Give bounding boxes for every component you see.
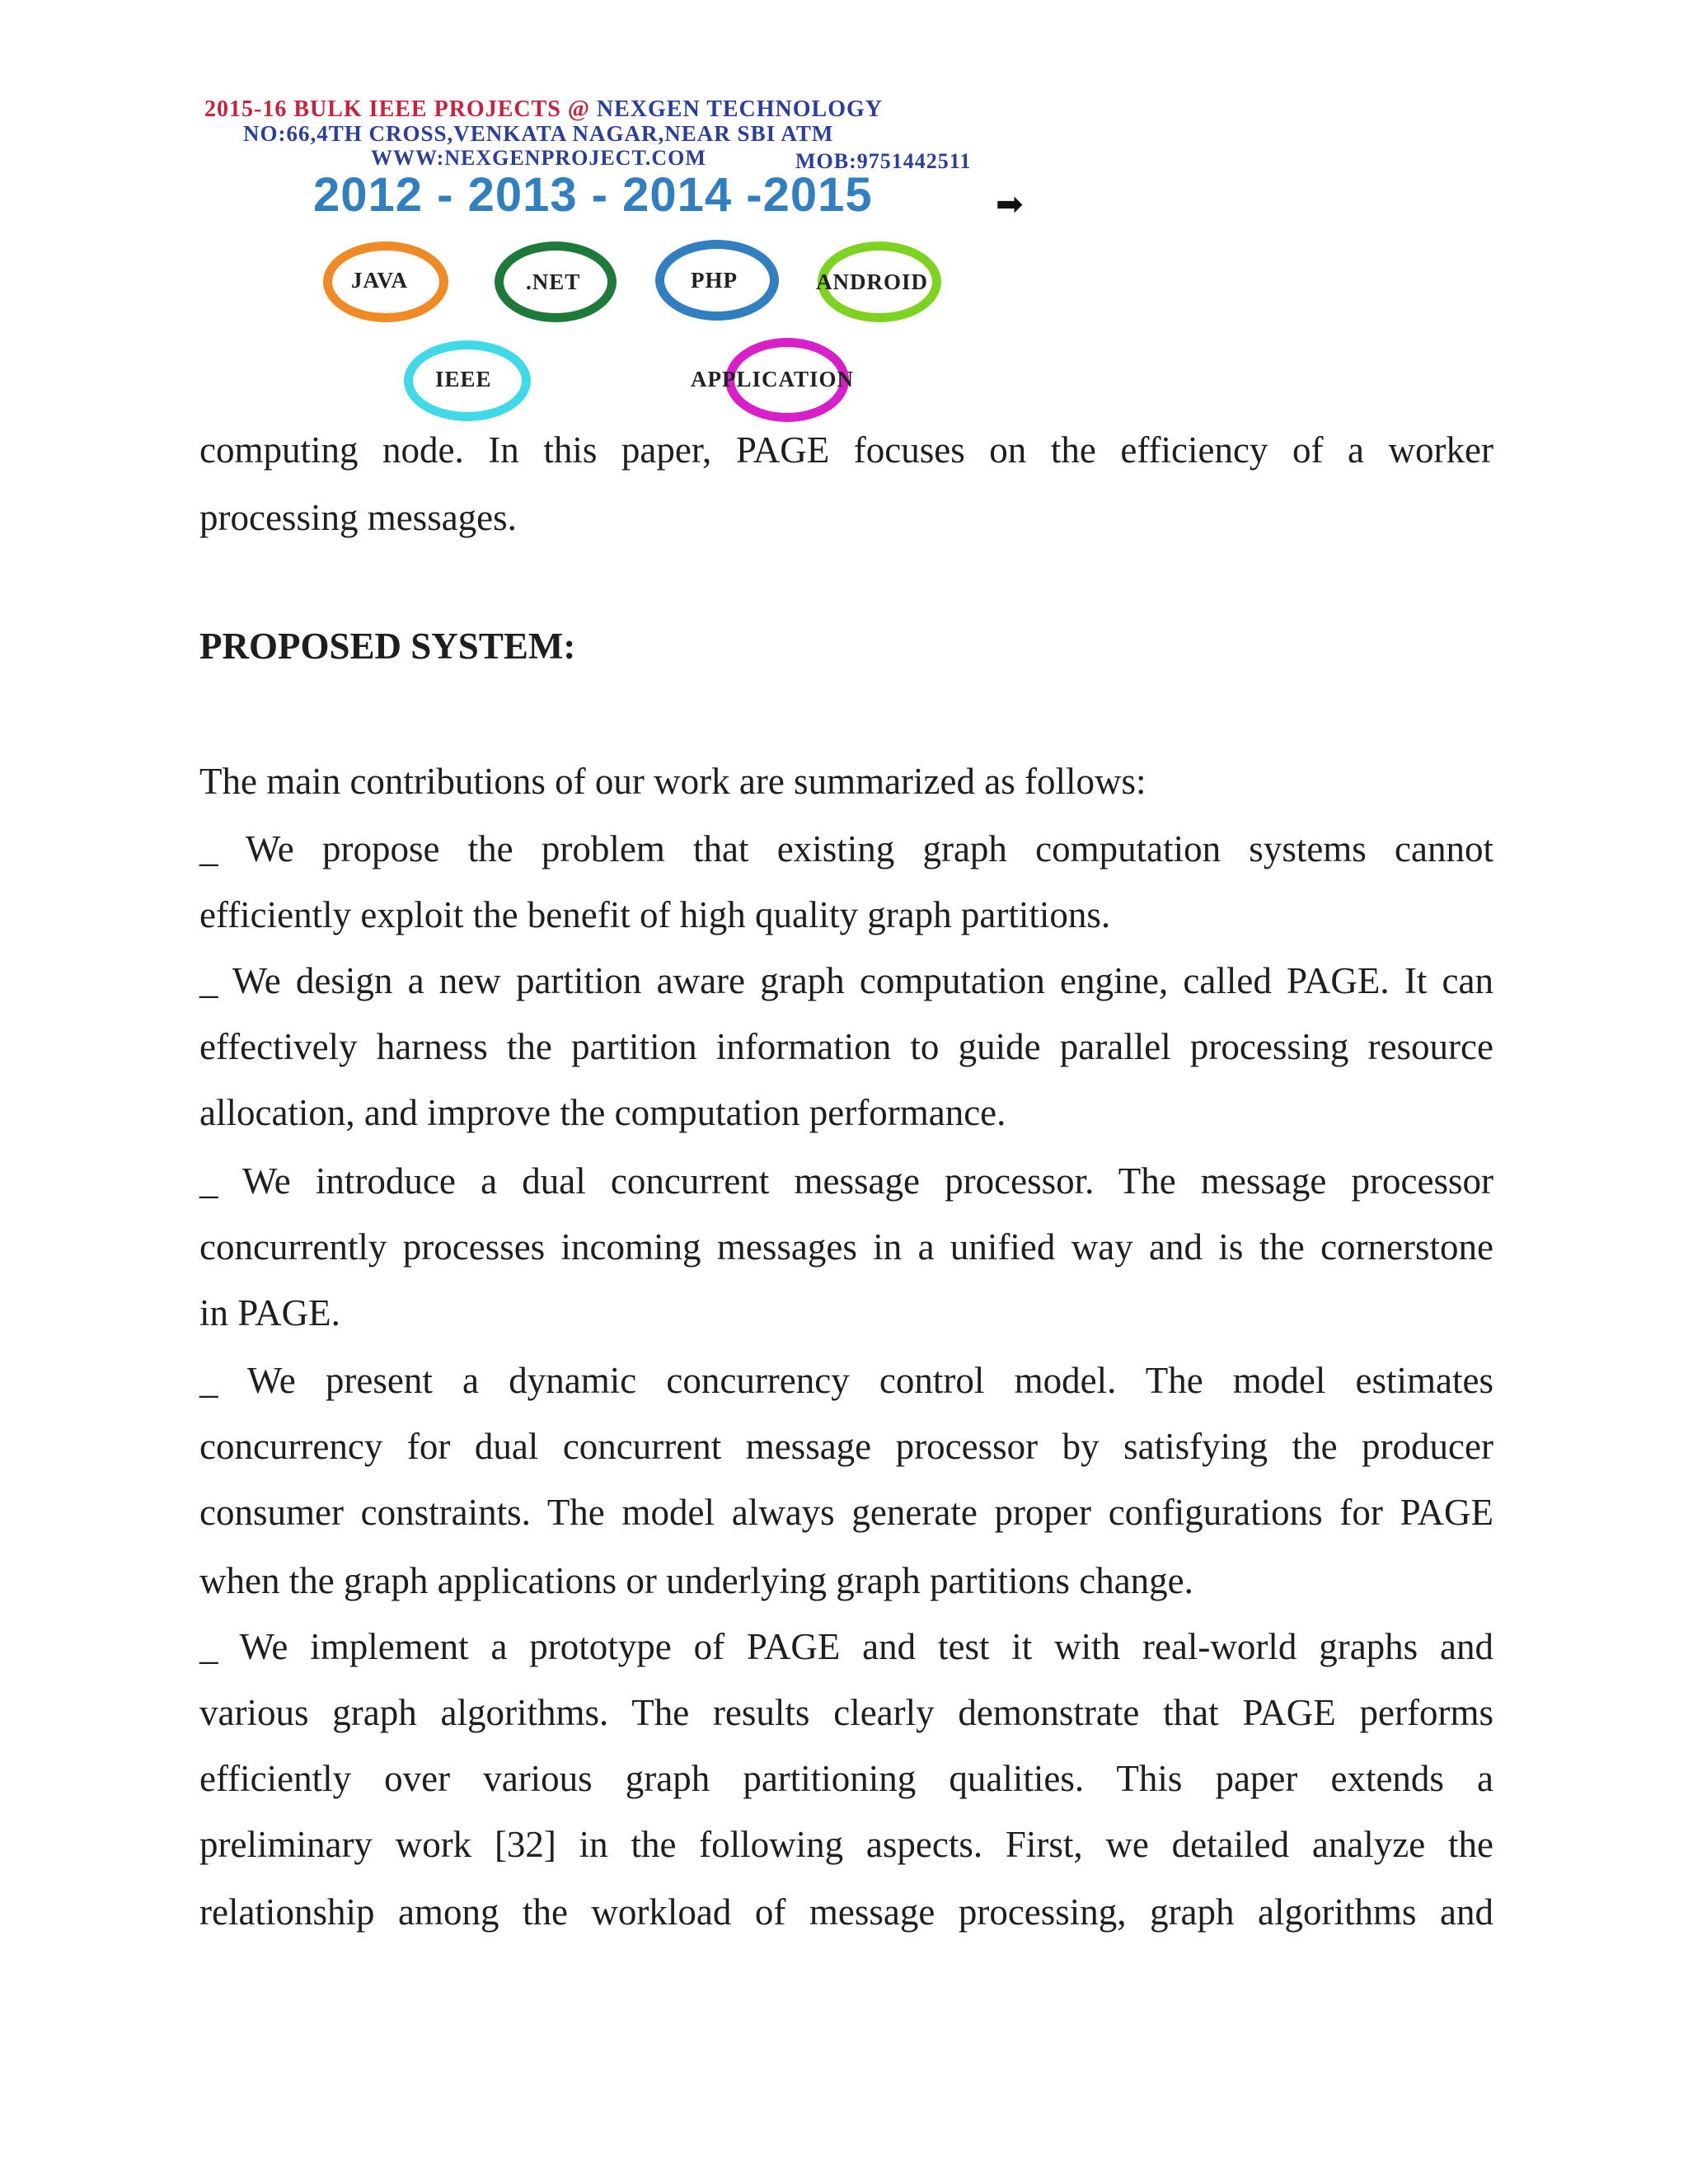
text-line: in PAGE. xyxy=(199,1292,340,1333)
text-line: _ We present a dynamic concurrency control model. The model estimates xyxy=(199,1360,1493,1401)
text-line: relationship among the workload of message processing, graph algorithms and xyxy=(199,1891,1493,1933)
text-line: effectively harness the partition information to guide parallel processing resource xyxy=(199,1026,1493,1067)
android-label: ANDROID xyxy=(816,269,929,294)
text-line: _ We design a new partition aware graph computation engine, called PAGE. It can xyxy=(199,960,1493,1001)
dotnet-label: .NET xyxy=(526,269,581,294)
text-line: efficiently over various graph partitioning qualities. This paper extends a xyxy=(199,1758,1493,1799)
text-line: efficiently exploit the benefit of high quality graph partitions. xyxy=(199,894,1111,935)
section-heading: PROPOSED SYSTEM: xyxy=(199,626,576,667)
banner-address: NO:66,4TH CROSS,VENKATA NAGAR,NEAR SBI ATM xyxy=(243,121,834,146)
text-line: preliminary work [32] in the following aspects. First, we detailed analyze the xyxy=(199,1824,1493,1865)
banner-mobile: MOB:9751442511 xyxy=(795,149,972,173)
text-line: The main contributions of our work are summarized as follows: xyxy=(199,761,1146,802)
text-line: concurrency for dual concurrent message processor by satisfying the producer xyxy=(199,1426,1493,1467)
java-label: JAVA xyxy=(351,268,409,293)
arrow-right-icon: ➡ xyxy=(996,185,1024,223)
text-line: _ We introduce a dual concurrent message processor. The message processor xyxy=(199,1160,1493,1202)
application-label: APPLICATION xyxy=(691,367,855,391)
banner-website: WWW:NEXGENPROJECT.COM xyxy=(371,146,706,170)
text-line: computing node. In this paper, PAGE focuses on the efficiency of a worker xyxy=(199,429,1493,471)
banner-years: 2012 - 2013 - 2014 -2015 xyxy=(313,168,873,222)
php-label: PHP xyxy=(691,268,738,293)
banner-title: 2015-16 BULK IEEE PROJECTS @ NEXGEN TECHNOLOGY xyxy=(204,96,883,122)
text-line: processing messages. xyxy=(199,497,517,538)
text-line: _ We implement a prototype of PAGE and test it with real-world graphs and xyxy=(199,1626,1493,1667)
nexgen-banner-logo xyxy=(198,95,1039,433)
text-line: concurrently processes incoming messages in a unified way and is the cornerstone xyxy=(199,1226,1493,1268)
text-line: when the graph applications or underlying graph partitions change. xyxy=(199,1560,1193,1601)
text-line: allocation, and improve the computation performance. xyxy=(199,1092,1006,1133)
text-line: consumer constraints. The model always generate proper configurations for PAGE xyxy=(199,1492,1493,1533)
text-line: various graph algorithms. The results clearly demonstrate that PAGE performs xyxy=(199,1692,1493,1733)
text-line: _ We propose the problem that existing graph computation systems cannot xyxy=(199,828,1493,869)
ieee-label: IEEE xyxy=(435,367,492,391)
